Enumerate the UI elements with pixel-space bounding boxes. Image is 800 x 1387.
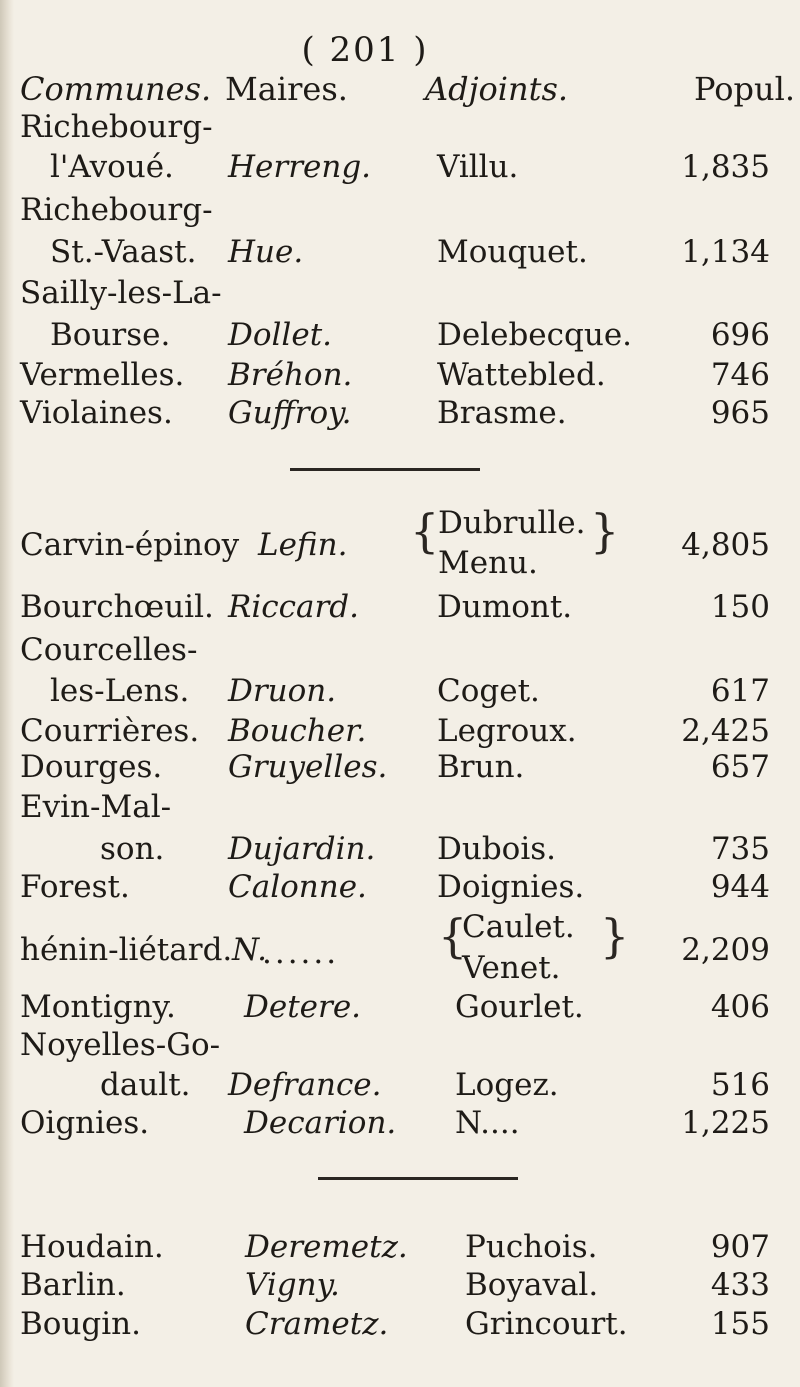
commune-name: Oignies.: [20, 1105, 150, 1141]
maire-name: Herreng.: [228, 149, 372, 185]
maire-name: Hue.: [228, 234, 304, 270]
adjoint-name: Doignies.: [437, 869, 585, 905]
adjoint-name: Brasme.: [437, 395, 567, 431]
commune-name: Carvin-épinoy: [20, 527, 240, 563]
maire-name: N.: [232, 932, 267, 968]
commune-name: Dourges.: [20, 749, 163, 785]
maire-name: Calonne.: [228, 869, 367, 905]
maire-name: Vigny.: [245, 1267, 340, 1303]
left-brace: {: [410, 504, 440, 558]
adjoint-name: Dubois.: [437, 831, 557, 867]
maire-name: Gruyelles.: [228, 749, 388, 785]
commune-name: Barlin.: [20, 1267, 126, 1303]
section-divider: [290, 468, 480, 471]
page-number: ( 201 ): [301, 30, 429, 70]
adjoint-name: Grincourt.: [465, 1306, 628, 1342]
population-value: 2,425: [681, 713, 770, 749]
left-brace: {: [438, 909, 468, 963]
maire-name: Defrance.: [228, 1067, 382, 1103]
maire-name: Druon.: [228, 673, 337, 709]
adjoint-name: Delebecque.: [437, 317, 633, 353]
adjoint-name: Boyaval.: [465, 1267, 599, 1303]
commune-name: Noyelles-Go-: [20, 1027, 221, 1063]
right-brace: }: [600, 909, 630, 963]
commune-name: Richebourg-: [20, 192, 213, 228]
maire-name: Dollet.: [228, 317, 333, 353]
commune-name-cont: dault.: [100, 1067, 191, 1103]
commune-name: Courcelles-: [20, 632, 198, 668]
maire-name: Guffroy.: [228, 395, 352, 431]
maire-name: Riccard.: [228, 589, 359, 625]
adjoint-name: Puchois.: [465, 1229, 598, 1265]
commune-name: Courrières.: [20, 713, 200, 749]
adjoint-name: Wattebled.: [437, 357, 606, 393]
maire-name: Deremetz.: [245, 1229, 408, 1265]
population-value: 944: [710, 869, 770, 905]
commune-name: Violaines.: [20, 395, 173, 431]
maire-dots: ......: [262, 935, 340, 971]
maire-name: Bréhon.: [228, 357, 353, 393]
adjoint-name-2: Venet.: [462, 950, 561, 986]
header-adjoints: Adjoints.: [425, 70, 569, 108]
population-value: 2,209: [681, 932, 770, 968]
adjoint-name: Gourlet.: [455, 989, 584, 1025]
commune-name: Montigny.: [20, 989, 176, 1025]
population-value: 155: [710, 1306, 770, 1342]
maire-name: Boucher.: [228, 713, 367, 749]
commune-name: Forest.: [20, 869, 130, 905]
adjoint-name-2: Menu.: [438, 545, 538, 581]
commune-name: Vermelles.: [20, 357, 185, 393]
header-maires: Maires.: [225, 70, 348, 108]
commune-name: Bougin.: [20, 1306, 141, 1342]
population-value: 735: [710, 831, 770, 867]
commune-name: Houdain.: [20, 1229, 164, 1265]
commune-name: Evin-Mal-: [20, 789, 172, 825]
adjoint-name: Caulet.: [462, 909, 575, 945]
population-value: 1,225: [681, 1105, 770, 1141]
maire-name: Detere.: [244, 989, 362, 1025]
maire-name: Lefin.: [258, 527, 348, 563]
header-population: Popul.: [694, 70, 795, 108]
adjoint-name: Legroux.: [437, 713, 577, 749]
population-value: 657: [710, 749, 770, 785]
commune-name: Richebourg-: [20, 109, 213, 145]
page-binding-edge: [0, 0, 14, 1387]
commune-name: hénin-liétard.: [20, 932, 233, 968]
adjoint-name: Dumont.: [437, 589, 573, 625]
right-brace: }: [590, 504, 620, 558]
section-divider: [318, 1177, 518, 1180]
maire-name: Crametz.: [245, 1306, 389, 1342]
adjoint-name: Coget.: [437, 673, 540, 709]
population-value: 150: [710, 589, 770, 625]
population-value: 406: [710, 989, 770, 1025]
maire-name: Decarion.: [244, 1105, 397, 1141]
commune-name-cont: l'Avoué.: [50, 149, 174, 185]
population-value: 1,835: [681, 149, 770, 185]
adjoint-name: Dubrulle.: [438, 505, 586, 541]
adjoint-name: Villu.: [437, 149, 519, 185]
commune-name-cont: les-Lens.: [50, 673, 190, 709]
population-value: 907: [710, 1229, 770, 1265]
population-value: 433: [710, 1267, 770, 1303]
adjoint-name: Logez.: [455, 1067, 559, 1103]
adjoint-name: N....: [455, 1105, 520, 1141]
commune-name: Sailly-les-La-: [20, 275, 222, 311]
population-value: 617: [710, 673, 770, 709]
commune-name-cont: St.-Vaast.: [50, 234, 197, 270]
population-value: 516: [710, 1067, 770, 1103]
population-value: 965: [710, 395, 770, 431]
adjoint-name: Brun.: [437, 749, 525, 785]
population-value: 4,805: [681, 527, 770, 563]
commune-name: Bourchœuil.: [20, 589, 214, 625]
population-value: 696: [710, 317, 770, 353]
commune-name-cont: son.: [100, 831, 165, 867]
header-communes: Communes.: [20, 70, 212, 108]
population-value: 746: [710, 357, 770, 393]
adjoint-name: Mouquet.: [437, 234, 588, 270]
maire-name: Dujardin.: [228, 831, 376, 867]
commune-name-cont: Bourse.: [50, 317, 171, 353]
population-value: 1,134: [681, 234, 770, 270]
